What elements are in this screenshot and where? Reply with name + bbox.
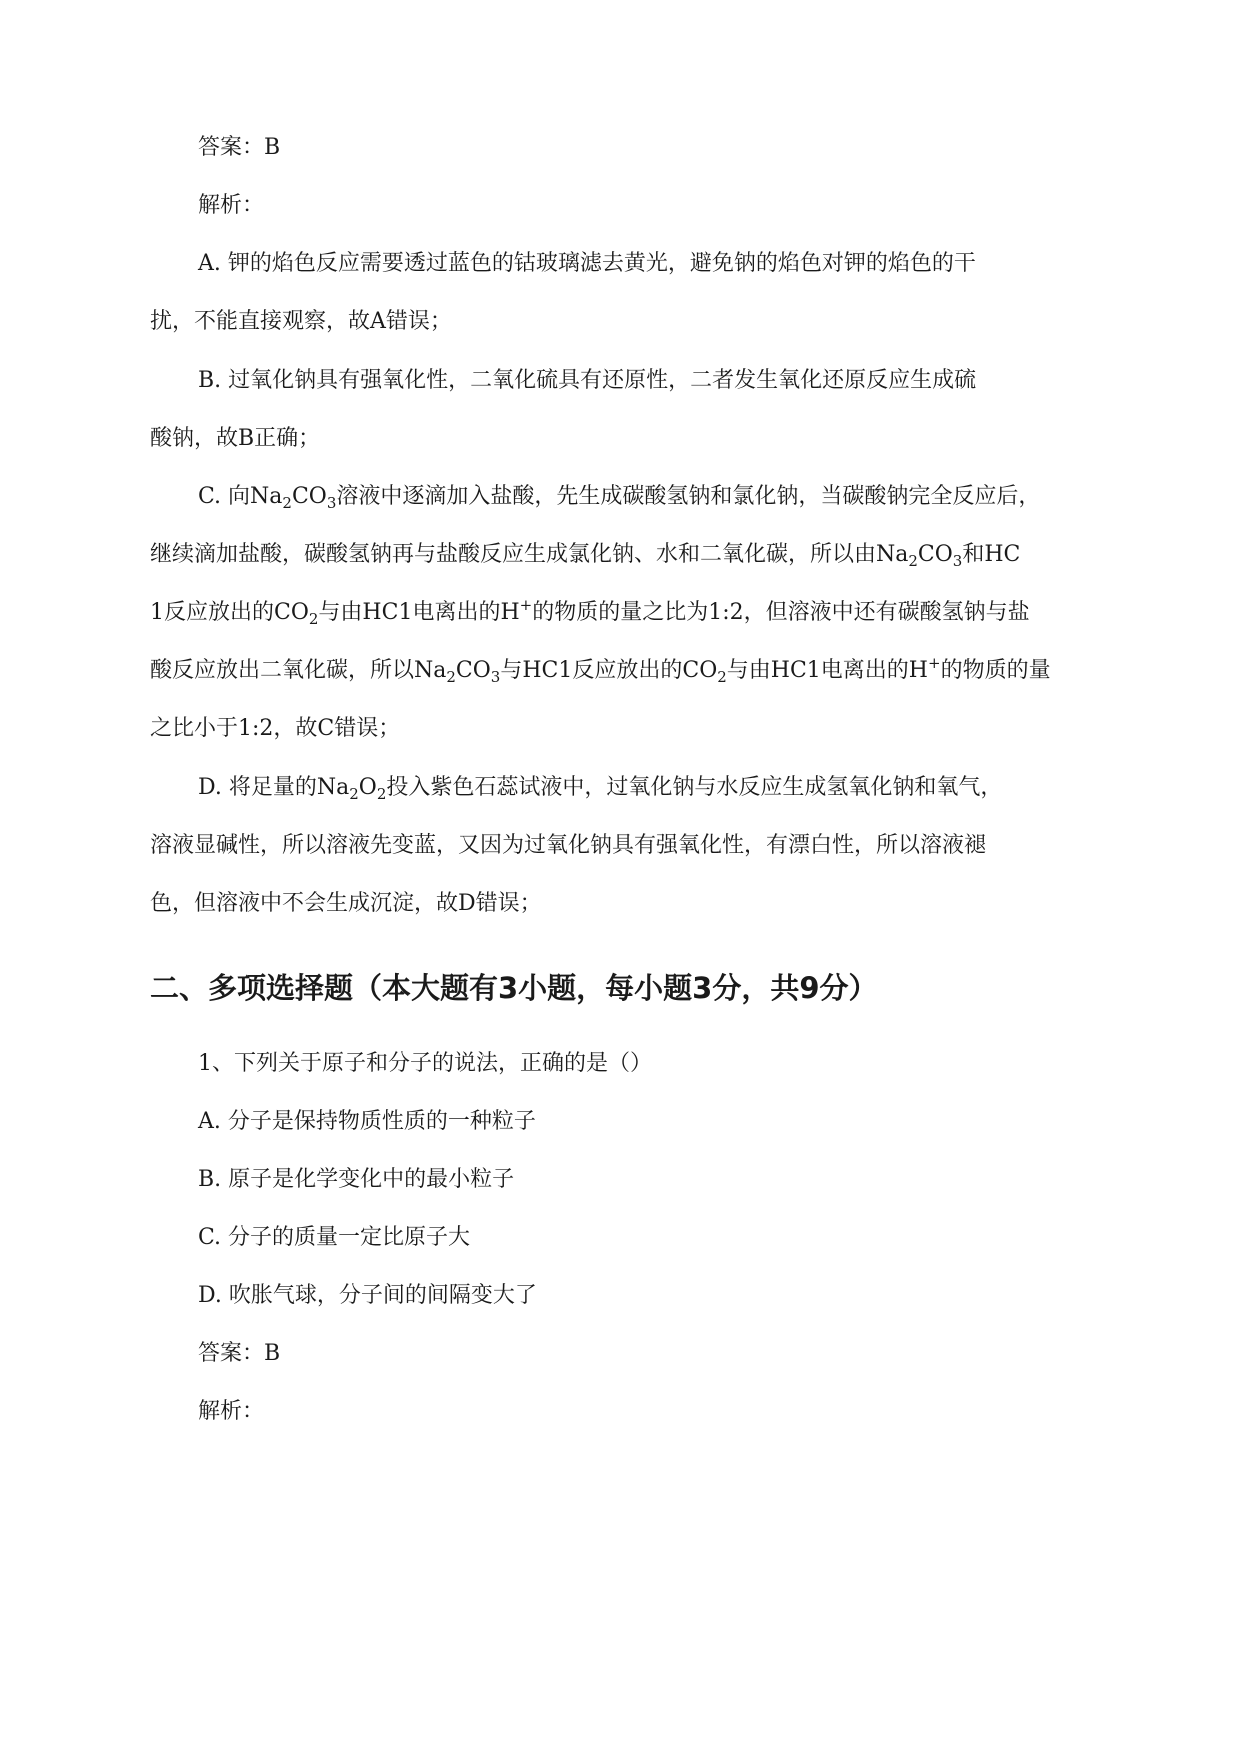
question-option-a: A. 分子是保持物质性质的一种粒子	[198, 1109, 536, 1134]
option-c-analysis-cont-3: 酸反应放出二氧化碳，所以$Na_2CO_3$与HC1反应放出的$CO_2$与由HC1电离出的H+的物质的量	[150, 654, 1051, 686]
question-stem: 1、下列关于原子和分子的说法，正确的是（）	[198, 1051, 652, 1076]
option-d-analysis-cont-1: 溶液显碱性，所以溶液先变蓝，又因为过氧化钠具有强氧化性，有漂白性，所以溶液褪	[150, 833, 987, 858]
analysis-label-2: 解析：	[198, 1399, 265, 1424]
option-c-analysis: C. 向$Na_2CO_3$溶液中逐滴加入盐酸，先生成碳酸氢钠和氯化钠，当碳酸钠完全反应后，	[198, 484, 1041, 512]
question-option-b: B. 原子是化学变化中的最小粒子	[198, 1167, 515, 1192]
option-c-analysis-cont-1: 继续滴加盐酸，碳酸氢钠再与盐酸反应生成氯化钠、水和二氧化碳，所以由$Na_2CO_3$和HC	[150, 542, 1021, 570]
answer-line: 答案：B	[198, 135, 281, 160]
section-heading: 二、多项选择题（本大题有3小题，每小题3分，共9分）	[150, 971, 878, 1005]
question-option-d: D. 吹胀气球，分子间的间隔变大了	[198, 1283, 537, 1308]
option-c-analysis-cont-2: 1反应放出的$CO_2$与由HC1电离出的H+的物质的量之比为1:2，但溶液中还有碳酸氢钠与盐	[150, 596, 1030, 628]
option-d-analysis: D. 将足量的$Na_2O_2$投入紫色石蕊试液中，过氧化钠与水反应生成氢氧化钠和氧气，	[198, 775, 1003, 803]
option-a-analysis: A. 钾的焰色反应需要透过蓝色的钴玻璃滤去黄光，避免钠的焰色对钾的焰色的干	[198, 251, 976, 276]
option-a-analysis-cont: 扰，不能直接观察，故A错误；	[150, 309, 452, 334]
option-b-analysis: B. 过氧化钠具有强氧化性，二氧化硫具有还原性，二者发生氧化还原反应生成硫	[198, 368, 977, 393]
analysis-label: 解析：	[198, 193, 265, 218]
option-c-analysis-cont-4: 之比小于1:2，故C错误；	[150, 716, 401, 741]
question-option-c: C. 分子的质量一定比原子大	[198, 1225, 471, 1250]
answer-line-2: 答案：B	[198, 1341, 281, 1366]
option-d-analysis-cont-2: 色，但溶液中不会生成沉淀，故D错误；	[150, 891, 542, 916]
option-b-analysis-cont: 酸钠，故B正确；	[150, 426, 321, 451]
